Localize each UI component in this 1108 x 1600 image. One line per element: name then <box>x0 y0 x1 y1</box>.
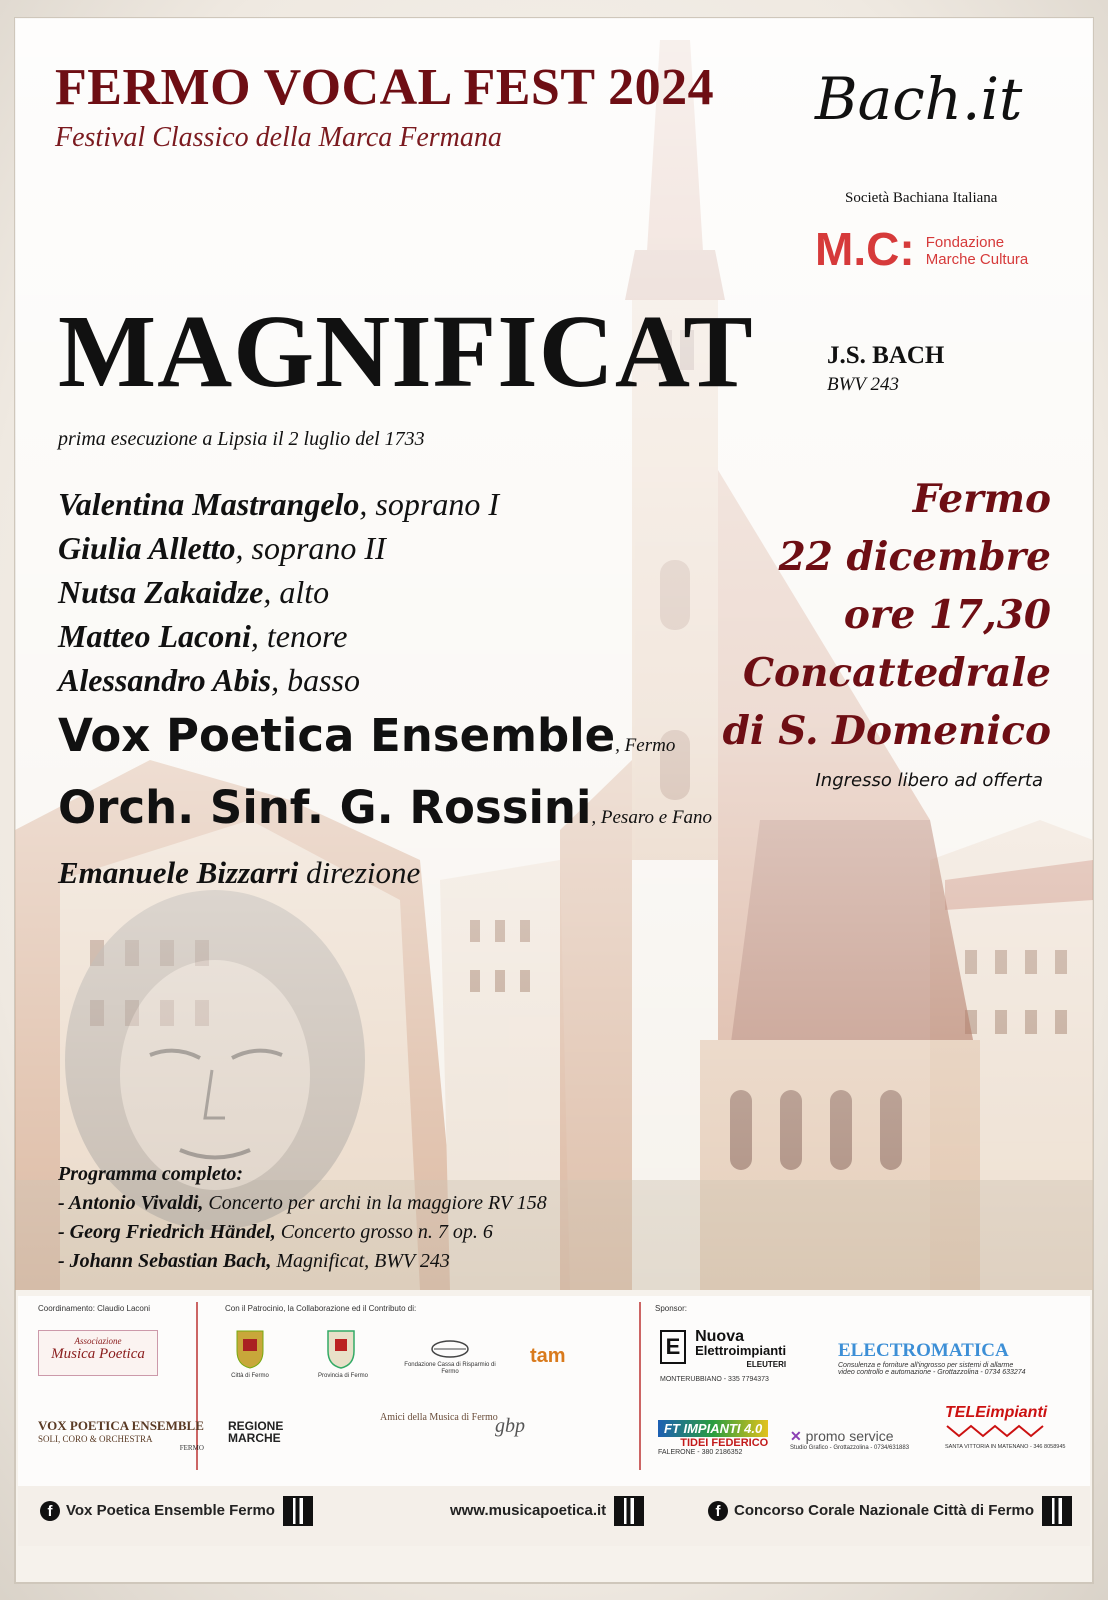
ft-line1: FT IMPIANTI 4.0 <box>658 1420 768 1437</box>
qr-code-icon <box>283 1496 313 1526</box>
program-composer: - Georg Friedrich Händel, <box>58 1221 276 1243</box>
soloist <box>58 570 712 614</box>
performers-list <box>58 482 712 850</box>
ft-line3: FALERONE - 380 2186352 <box>658 1449 743 1456</box>
regione-marche-logo <box>228 1420 283 1444</box>
program-composer: - Johann Sebastian Bach, <box>58 1250 272 1272</box>
soloist-role: , soprano I <box>359 486 499 522</box>
soloist-role: , tenore <box>250 618 348 654</box>
ensemble <box>58 706 712 776</box>
nuova-line1: Nuova <box>695 1328 744 1345</box>
facebook-vox-poetica[interactable] <box>40 1496 313 1526</box>
soloist-name: Giulia Alletto <box>58 530 236 566</box>
event-time: ore 17,30 <box>843 592 1051 638</box>
soloist <box>58 614 712 658</box>
tele-line2: SANTA VITTORIA IN MATENANO - 346 8058945 <box>945 1444 1066 1450</box>
electromatica-desc2: video controllo e automazione - Grottazzolina - 0734 633274 <box>838 1369 1026 1376</box>
sponsor-label: Sponsor: <box>655 1304 688 1313</box>
ensemble-name: Vox Poetica Ensemble <box>58 709 616 762</box>
mc-logo <box>815 222 1028 276</box>
musica-poetica-line2: Musica Poetica <box>51 1346 145 1362</box>
e-mark-icon: E <box>660 1330 686 1364</box>
program-piece: Concerto grosso n. 7 op. 6 <box>275 1221 493 1243</box>
soloist <box>58 658 712 702</box>
vox-poetica-logo <box>38 1418 204 1452</box>
mc-name-line1: Fondazione <box>925 234 1005 251</box>
patronage-label: Con il Patrocinio, la Collaborazione ed il Contributo di: <box>225 1304 417 1313</box>
soloist-name: Valentina Mastrangelo <box>58 486 360 522</box>
regione-line2: MARCHE <box>228 1431 281 1445</box>
crest-icon <box>233 1325 267 1369</box>
ensemble <box>58 776 712 850</box>
citta-label: Città di Fermo <box>231 1373 269 1379</box>
director-name: Emanuele Bizzarri <box>58 855 299 890</box>
facebook-concorso-label: Concorso Corale Nazionale Città di Fermo <box>734 1501 1035 1519</box>
mc-name-line2: Marche Cultura <box>925 251 1029 268</box>
director-role: direzione <box>298 855 421 890</box>
regione-line1: REGIONE <box>228 1419 284 1433</box>
electromatica-desc1: Consulenza e forniture all'ingrosso per sistemi di allarme <box>838 1362 1014 1369</box>
event-city: Fermo <box>912 476 1051 522</box>
ensemble-name: Orch. Sinf. G. Rossini <box>58 781 592 834</box>
composer: J.S. BACH <box>827 342 945 369</box>
soloist-role: , soprano II <box>235 530 386 566</box>
promo-service-logo <box>790 1428 909 1451</box>
amici-musica-logo: Amici della Musica di Fermo <box>380 1412 498 1423</box>
program-item <box>58 1218 547 1247</box>
program-composer: - Antonio Vivaldi, <box>58 1192 204 1214</box>
soloist-name: Nutsa Zakaidze <box>58 574 264 610</box>
coordination-label: Coordinamento: Claudio Laconi <box>38 1304 151 1313</box>
event-venue-line1: Concattedrale <box>743 650 1051 696</box>
facebook-concorso[interactable] <box>708 1496 1072 1526</box>
event-date: 22 dicembre <box>778 534 1051 580</box>
provincia-label: Provincia di Fermo <box>318 1373 369 1379</box>
festival-title: FERMO VOCAL FEST 2024 <box>55 59 715 116</box>
program <box>58 1160 547 1276</box>
tam-logo: tam <box>530 1345 566 1367</box>
facebook-icon: f <box>40 1501 60 1521</box>
program-item <box>58 1189 547 1218</box>
nuova-elettroimpianti-logo <box>660 1330 786 1383</box>
nuova-line4: MONTERUBBIANO - 335 7794373 <box>660 1376 769 1383</box>
festival-subtitle: Festival Classico della Marca Fermana <box>55 122 502 153</box>
musica-poetica-logo <box>38 1330 158 1376</box>
bach-it-logo <box>815 65 1022 133</box>
electromatica-logo <box>838 1340 1053 1376</box>
ft-impianti-logo <box>658 1420 768 1456</box>
event-venue-line2: di S. Domenico <box>722 708 1051 754</box>
provincia-di-fermo-logo <box>318 1325 369 1379</box>
nuova-line2: Elettroimpianti <box>695 1343 787 1358</box>
crest-icon <box>324 1325 358 1369</box>
ensemble-place: , Pesaro e Fano <box>591 807 713 828</box>
nuova-line3: ELEUTERI <box>746 1360 787 1369</box>
program-heading: Programma completo: <box>58 1163 243 1185</box>
vox-logo-line3: FERMO <box>179 1444 204 1452</box>
bach-caption: Società Bachiana Italiana <box>845 190 998 206</box>
soloist-role: , basso <box>271 662 360 698</box>
fondazione-label: Fondazione Cassa di Risparmio di Fermo <box>404 1362 496 1375</box>
electromatica-name: ELECTROMATICA <box>838 1340 1009 1361</box>
work-title: MAGNIFICAT <box>58 294 754 409</box>
citta-di-fermo-logo <box>230 1325 270 1379</box>
qr-code-icon <box>614 1496 644 1526</box>
tele-line1: TELEimpianti <box>945 1404 1048 1421</box>
fondazione-emblem-icon <box>430 1340 470 1358</box>
soloist-role: , alto <box>263 574 330 610</box>
event-details <box>723 470 1051 760</box>
soloist-name: Alessandro Abis <box>58 662 272 698</box>
fondazione-logo <box>398 1340 502 1376</box>
facebook-icon: f <box>708 1501 728 1521</box>
premiere-note: prima esecuzione a Lipsia il 2 luglio del 1733 <box>58 428 425 450</box>
ft-line2: TIDEI FEDERICO <box>680 1437 769 1449</box>
catalog-number: BWV 243 <box>827 374 899 395</box>
ensemble-place: , Fermo <box>615 735 676 756</box>
butterfly-icon: ✕ <box>790 1428 806 1444</box>
director <box>58 855 420 891</box>
entry-note: Ingresso libero ad offerta <box>815 770 1043 791</box>
program-piece: Concerto per archi in la maggiore RV 158 <box>203 1192 547 1214</box>
soloist <box>58 526 712 570</box>
mc-name <box>926 234 1029 268</box>
bach-logo-text: Bach.it <box>815 65 1023 133</box>
website-link[interactable] <box>450 1496 644 1526</box>
soloist <box>58 482 712 526</box>
mc-mark: M.C: <box>815 223 915 275</box>
website-label: www.musicapoetica.it <box>450 1501 607 1519</box>
promo-line1: promo service <box>805 1428 894 1444</box>
vox-logo-line2: SOLI, CORO & ORCHESTRA <box>38 1434 153 1444</box>
promo-line2: Studio Grafico - Grottazzolina - 0734/631883 <box>790 1445 910 1451</box>
program-piece: Magnificat, BWV 243 <box>271 1250 450 1272</box>
gbp-logo: gbp <box>495 1415 525 1437</box>
program-item <box>58 1247 547 1276</box>
musica-poetica-line1: Associazione <box>74 1336 122 1346</box>
teleimpianti-logo <box>945 1404 1065 1450</box>
facebook-vox-label: Vox Poetica Ensemble Fermo <box>66 1501 275 1519</box>
vox-logo-line1: VOX POETICA ENSEMBLE <box>38 1418 204 1433</box>
qr-code-icon <box>1042 1496 1072 1526</box>
wave-icon <box>945 1422 1045 1440</box>
soloist-name: Matteo Laconi <box>58 618 251 654</box>
